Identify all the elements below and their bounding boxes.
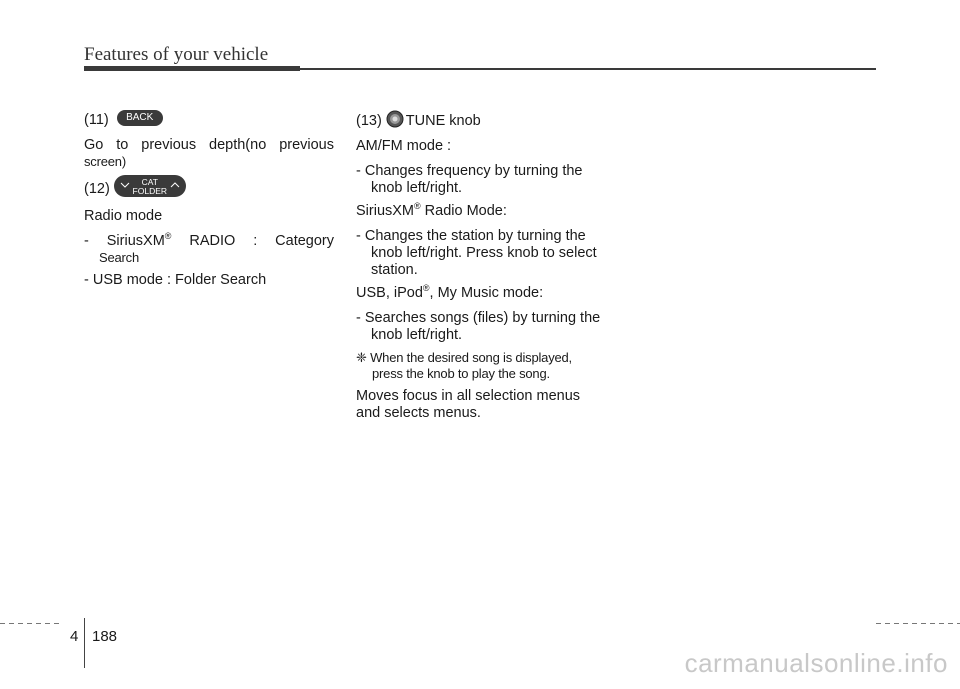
footer-page-number: 188 [92,628,118,645]
item-11-desc-line2: screen) [84,154,126,169]
chevron-up-icon [170,181,180,189]
sirius-category-item [84,233,334,266]
item-13-label: (13) [356,112,382,129]
item-11-label: (11) [84,112,109,128]
item-11-desc-line1: Go to previous depth(no previous [84,137,334,153]
cat-folder-button-label: CAT FOLDER [132,177,168,196]
knob-icon [386,110,404,128]
footer-dash-left [0,623,60,624]
header-rule-thin [300,68,876,70]
watermark: carmanualsonline.info [684,648,948,678]
sirius-mode-label: SiriusXM® Radio Mode: [356,201,507,219]
item-13-title: TUNE knob [405,112,481,129]
header-title: Features of your vehicle [84,44,269,65]
amfm-mode-desc: - Changes frequency by turning the knob left/right. [356,163,583,196]
moves-focus-text: Moves focus in all selection menus and selects menus. [356,388,581,421]
amfm-mode-label: AM/FM mode : [356,138,452,154]
usb-mode-desc: - Searches songs (files) by turning the knob left/right. [356,310,601,343]
item-12-label: (12) [84,180,110,197]
usb-mode-label: USB, iPod®, My Music mode: [356,283,544,301]
footer-dash-right [876,623,960,624]
footer-chapter: 4 [70,628,79,645]
left-column [84,112,334,297]
sirius-category-search: Search [99,250,139,265]
radio-mode-label: Radio mode [84,208,163,224]
item-11-heading [84,112,334,129]
usb-folder-item: - USB mode : Folder Search [84,272,267,288]
item-12-heading [84,178,334,200]
item-13-heading [356,112,606,130]
cat-folder-button-icon [114,175,186,197]
back-button-icon: BACK [117,110,163,126]
sirius-category-line: - SiriusXM® RADIO : Category [84,231,334,249]
note-mark: ❈ [356,350,367,365]
note [356,350,606,382]
right-column [356,112,606,430]
sirius-mode-desc: - Changes the station by turning the knob left/right. Press knob to select station. [356,228,597,278]
chevron-down-icon [120,181,130,189]
note-text: When the desired song is displayed, press the knob to play the song. [366,350,572,381]
header-rule-thick [84,66,300,71]
footer-divider [84,618,85,668]
